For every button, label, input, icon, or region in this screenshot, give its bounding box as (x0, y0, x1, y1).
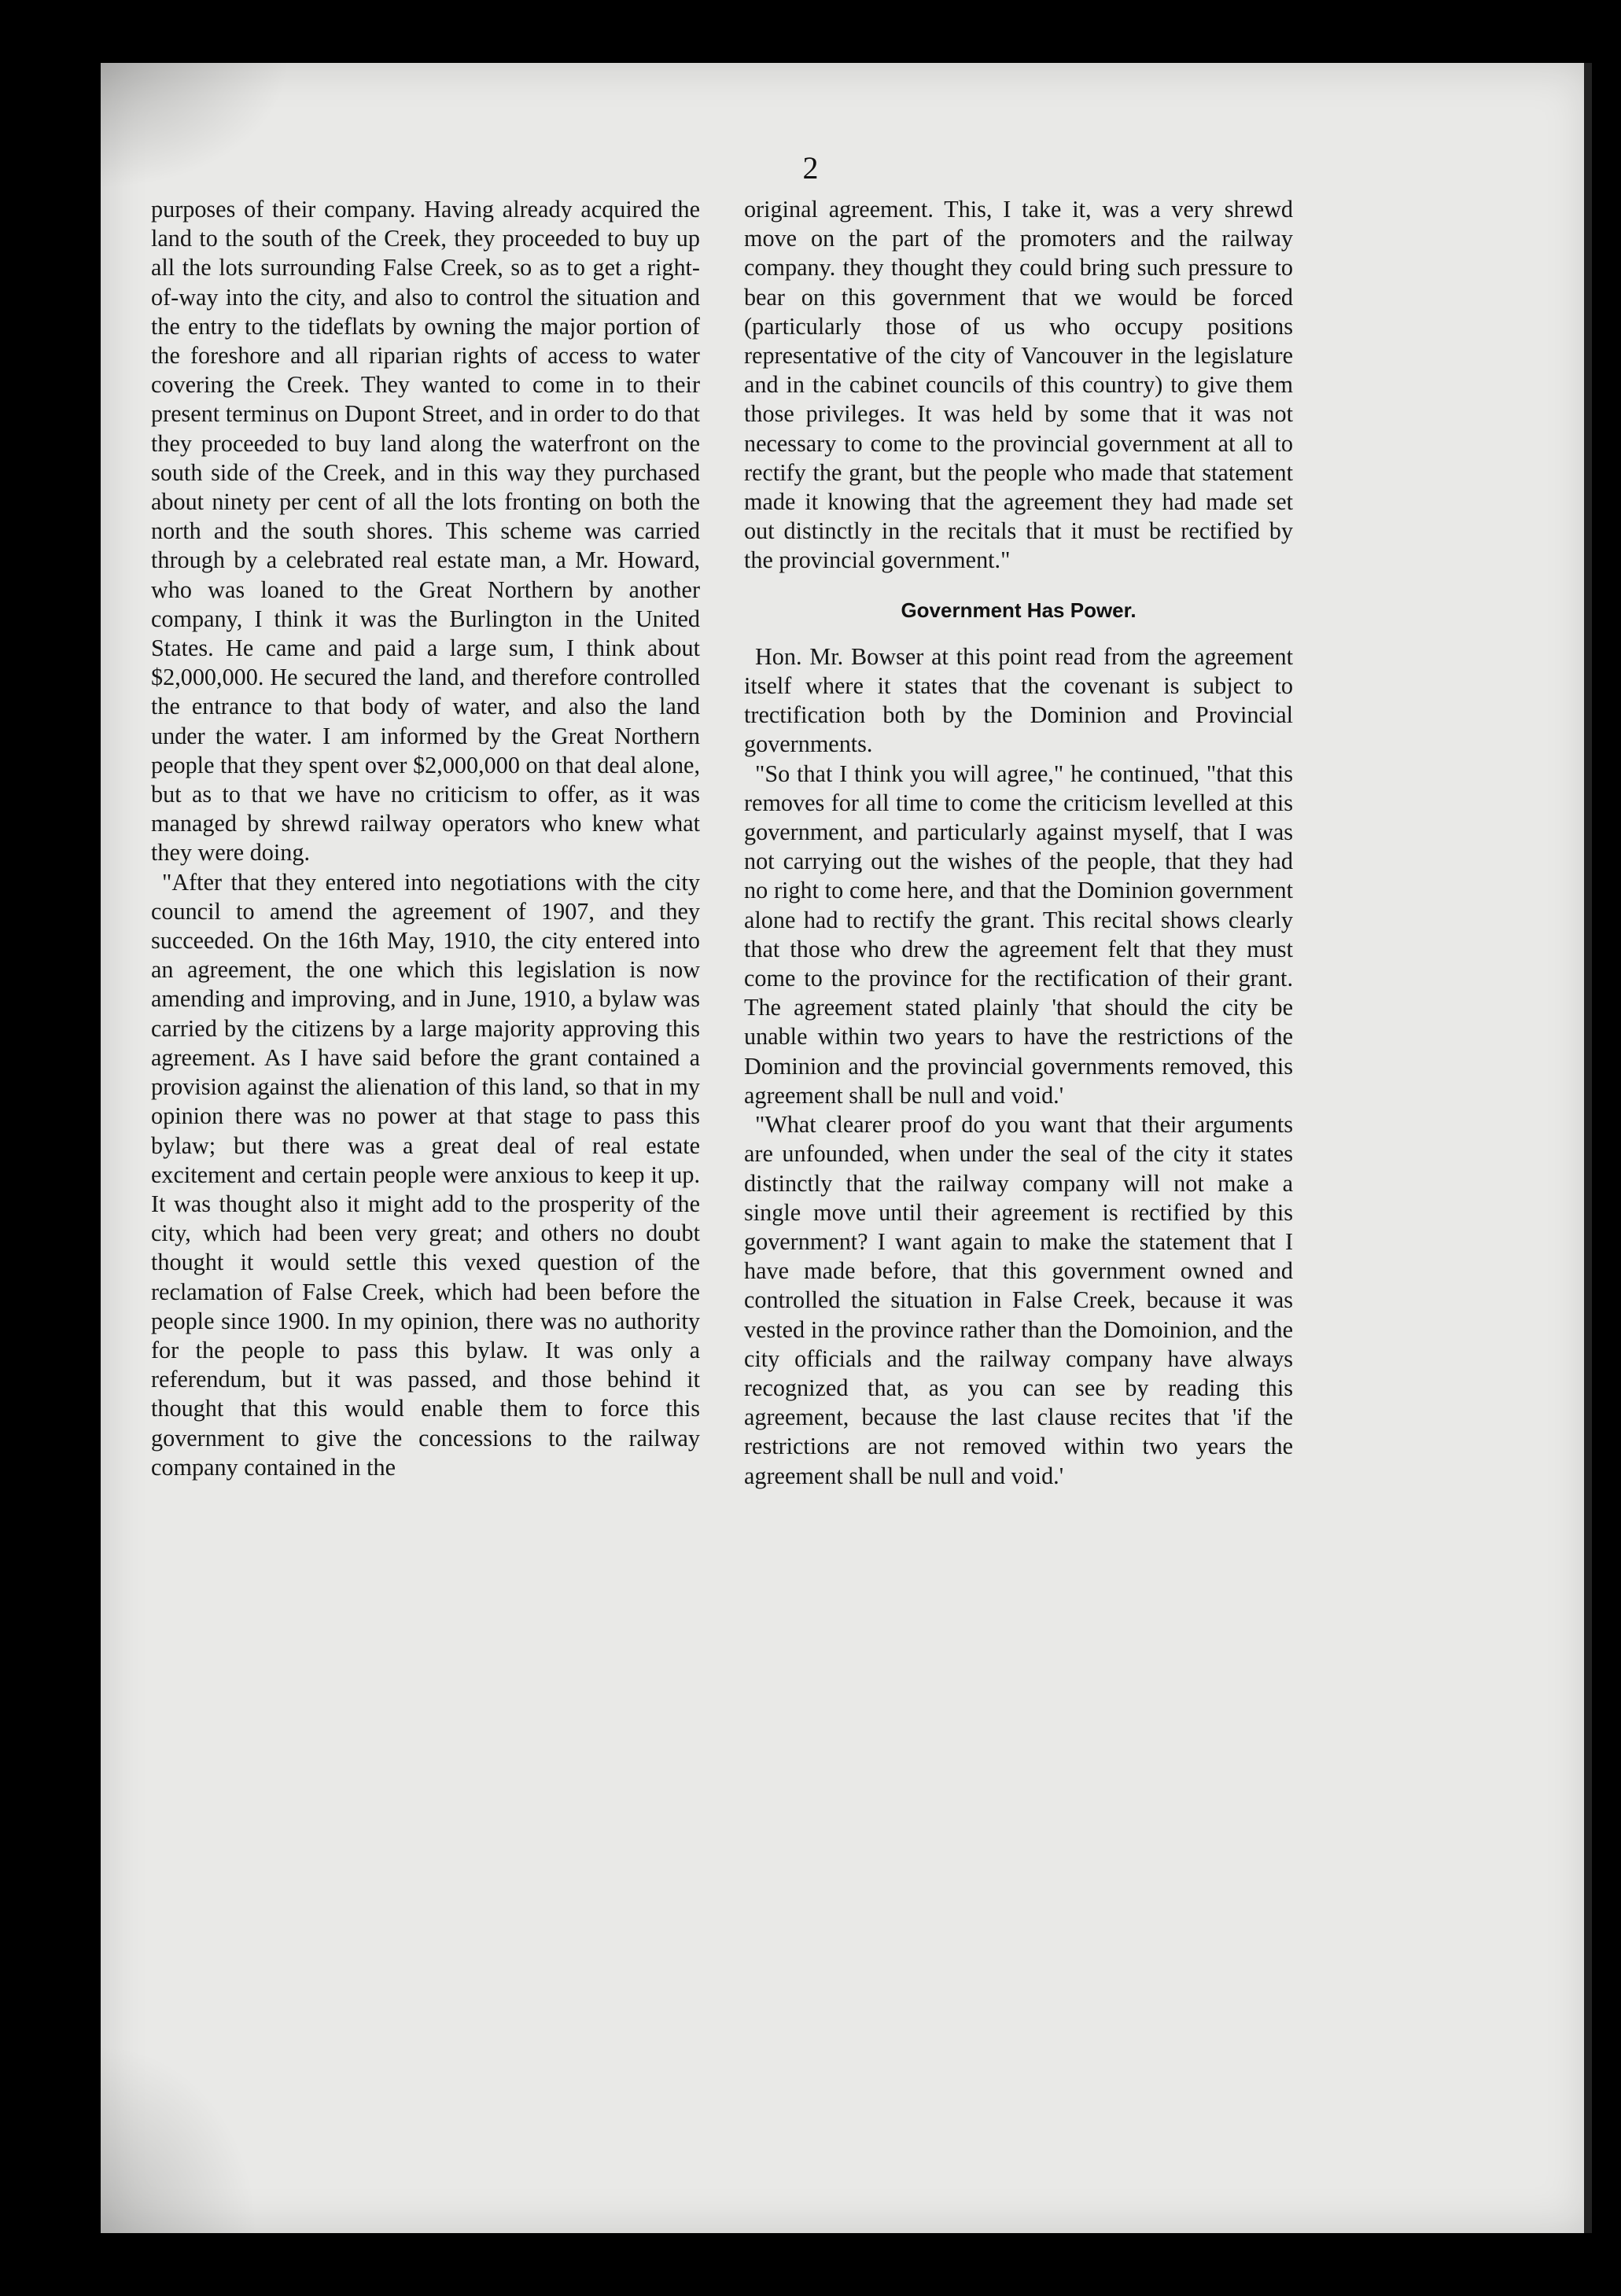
page-number: 2 (802, 150, 819, 186)
left-paragraph-2: "After that they entered into negotiations with the city council to amend the agreement of 1907, and they succeeded. On the 16th May, 1910, the city entered into an agreement, the one which this legislation is now amending and improving, and in June, 1910, a bylaw was carried by the citizens by a large majority approving this agreement. As I have said before the grant contained a provision against the alienation of this land, so that in my opinion there was no power at that stage to pass this bylaw; but there was a great deal of real estate excitement and certain people were anxious to keep it up. It was thought also it might add to the prosperity of the city, which had been very great; and others no doubt thought it would settle this vexed question of the reclamation of False Creek, which had been before the people since 1900. In my opinion, there was no authority for the people to pass this bylaw. It was only a referendum, but it was passed, and those behind it thought that this would enable them to force this government to give the concessions to the railway company contained in the (151, 868, 700, 1481)
right-paragraph-4: "What clearer proof do you want that their arguments are unfounded, when under the seal of the city it states distinctly that the railway company will not make a single move until their agreement is rectified by this government? I want again to make the statement that I have made before, that this government owned and controlled the situation in False Creek, because it was vested in the province rather than the Domoinion, and the city officials and the railway company have always recognized that, as you can see by reading this agreement, because the last clause recites that 'if the restrictions are not removed within two years the agreement shall be null and void.' (744, 1111, 1293, 1489)
left-column (151, 195, 700, 1482)
right-column (744, 195, 1293, 1491)
page-corner-shading-bottom (101, 2044, 258, 2233)
right-paragraph-3: "So that I think you will agree," he continued, "that this removes for all time to come the criticism levelled at this government, and particularly against myself, that I was not carrying out the wishes of the people, that they had no right to come here, and that the Dominion government alone had to rectify the grant. This recital shows clearly that those who drew the agreement felt that they must come to the province for the rectification of their grant. The agreement stated plainly 'that should the city be unable within two years to have the restrictions of the Dominion and the provincial governments removed, this agreement shall be null and void.' (744, 760, 1293, 1109)
right-paragraph-2: Hon. Mr. Bowser at this point read from the agreement itself where it states that the covenant is subject to trectification both by the Dominion and Provincial governments. (744, 642, 1293, 758)
right-paragraph-1: original agreement. This, I take it, was a very shrewd move on the part of the promoters and the railway company. they thought they could bring such pressure to bear on this government that we would be forced (particularly those of us who occupy positions representative of the city of Vancouver in the legislature and in the cabinet councils of this country) to give them those privileges. It was held by some that it was not necessary to come to the provincial government at all to rectify the grant, but the people who made that statement made it knowing that the agreement they had made set out distinctly in the recitals that it must be rectified by the provincial government." (744, 196, 1293, 574)
section-heading: Government Has Power. (901, 598, 1137, 622)
page-right-edge (1584, 63, 1592, 2233)
left-paragraph-1: purposes of their company. Having already acquired the land to the south of the Creek, they proceeded to buy up all the lots surrounding False Creek, so as to get a right-of-way into the city, and also to control the situation and the entry to the tideflats by owning the major portion of the foreshore and all riparian rights of access to water covering the Creek. They wanted to come in to their present terminus on Dupont Street, and in order to do that they proceeded to buy land along the waterfront on the south side of the Creek, and in this way they purchased about ninety per cent of all the lots fronting on both the north and the south shores. This scheme was carried through by a celebrated real estate man, a Mr. Howard, who was loaned to the Great Northern by another company, I think it was the Burlington in the United States. He came and paid a large sum, I think about $2,000,000. He secured the land, and therefore controlled the entrance to that body of water, and also the land under the water. I am informed by the Great Northern people that they spent over $2,000,000 on that deal alone, but as to that we have no criticism to offer, as it was managed by shrewd railway operators who knew what they were doing. (151, 196, 700, 867)
